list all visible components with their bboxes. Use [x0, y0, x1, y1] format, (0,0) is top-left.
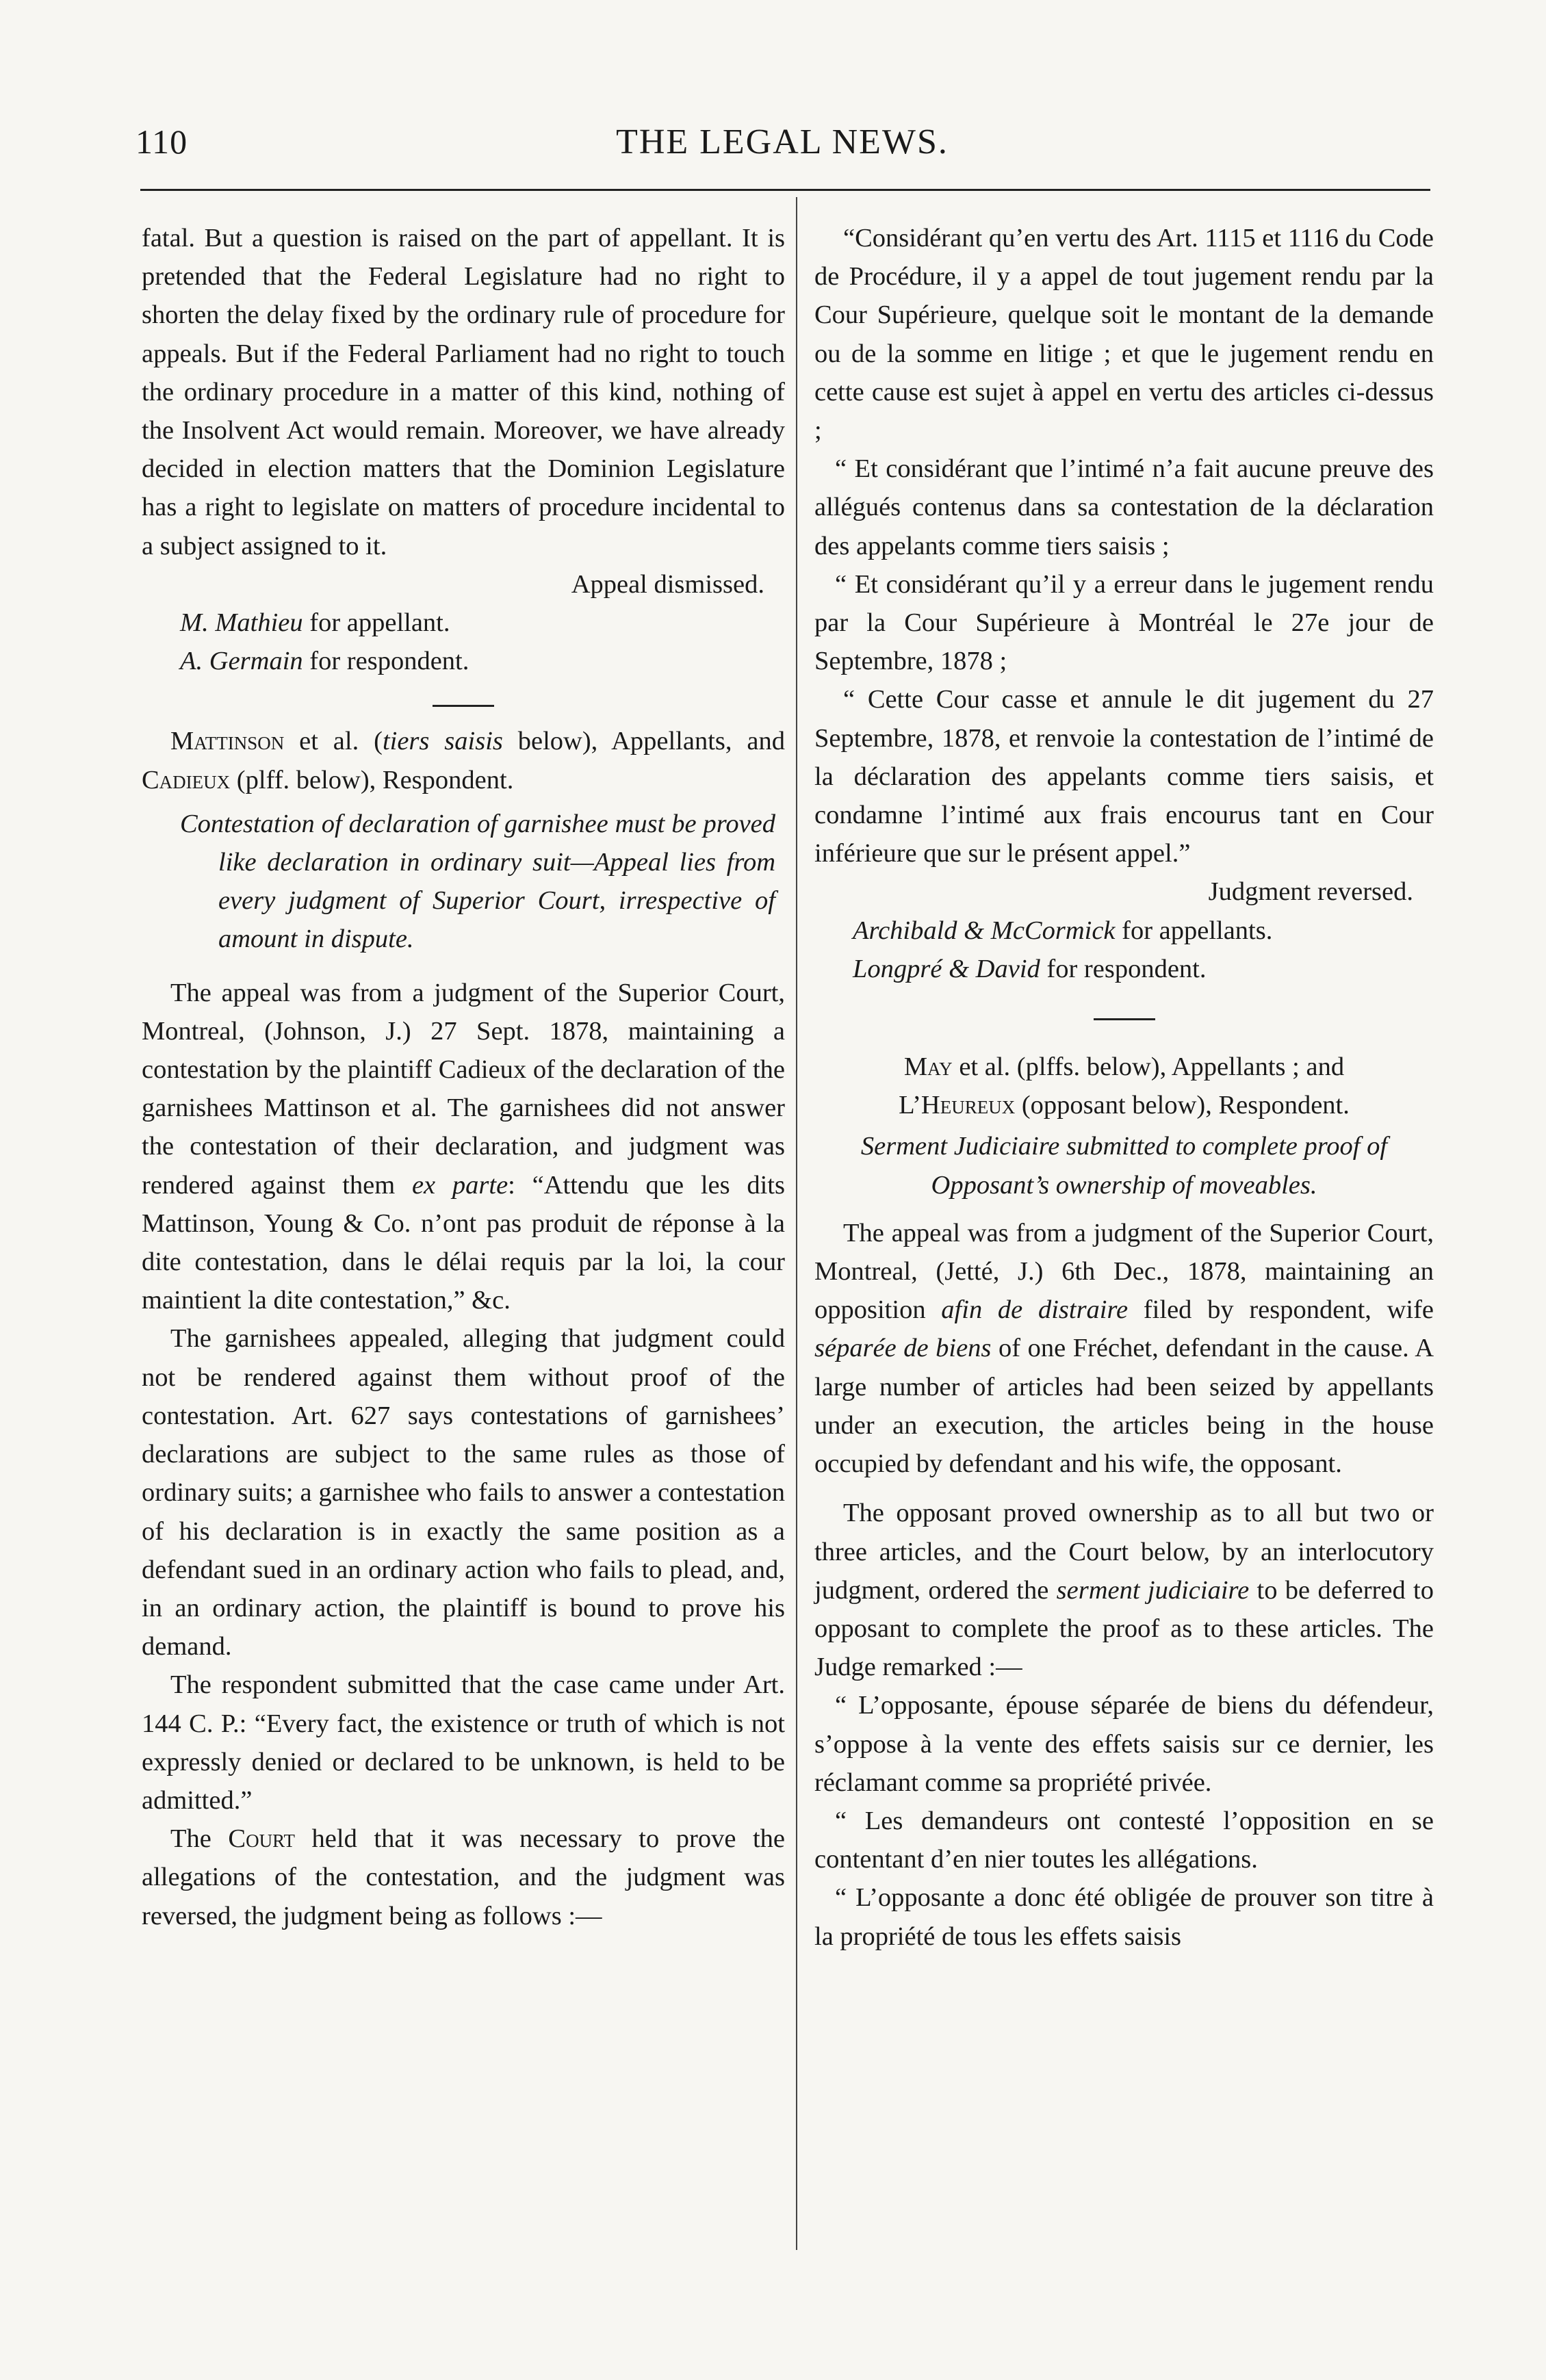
quotation: “ Et considérant qu’il y a erreur dans le jugement rendu par la Cour Supérieure à Montréal le 27e jour de Septembre, 1878 ;: [814, 569, 1434, 676]
paragraph: The appeal was from a judgment of the Superior Court, Montreal, (Jetté, J.) 6th Dec., 1878, maintaining an opposition afin de distraire filed by respondent, wife séparée de biens of one Fréchet, defendant in the cause. A large number of articles had been seized by appellants under an execution, the articles being in the house occupied by defendant and his wife, the opposant.: [814, 1218, 1434, 1479]
quotation: “ L’opposante, épouse séparée de biens du défendeur, s’oppose à la vente des effets saisis sur ce dernier, les réclamant comme sa propriété privée.: [814, 1691, 1434, 1797]
counsel-line: Archibald & McCormick for appellants.: [853, 916, 1273, 945]
section-separator: [433, 705, 494, 707]
section-separator: [1094, 1018, 1155, 1020]
right-column: [814, 219, 1434, 1956]
quotation: “ Et considérant que l’intimé n’a fait aucune preuve des allégués contenus dans sa contestation de la déclaration des appelants comme tiers saisis ;: [814, 454, 1434, 560]
paragraph: The garnishees appealed, alleging that judgment could not be rendered against them without proof of the contestation. Art. 627 says contestations of garnishees’ declarations are subject to the same rules as those of ordinary suits; a garnishee who fails to answer a contestation of his declaration is in exactly the same position as a defendant sued in an ordinary action who fails to plead, and, in an ordinary action, the plaintiff is bound to prove his demand.: [142, 1324, 785, 1661]
headnote: Contestation of declaration of garnishee must be proved like declaration in ordinary suit—Appeal lies from every judgment of Superior Court, irrespective of amount in dispute.: [180, 809, 775, 954]
quotation: “ Les demandeurs ont contesté l’opposition en se contentant d’en nier toutes les allégations.: [814, 1806, 1434, 1874]
left-column: [142, 219, 785, 1935]
counsel-line: Longpré & David for respondent.: [853, 954, 1207, 983]
counsel-line: M. Mathieu for appellant.: [180, 608, 450, 638]
paragraph: The respondent submitted that the case came under Art. 144 C. P.: “Every fact, the existence or truth of which is not expressly denied or declared to be unknown, is held to be admitted.”: [142, 1670, 785, 1815]
counsel-line: A. Germain for respondent.: [180, 647, 469, 676]
paragraph: The appeal was from a judgment of the Superior Court, Montreal, (Johnson, J.) 27 Sept. 1878, maintaining a contestation by the plaintiff Cadieux of the declaration of the garnishees Mattinson et al. The garnishees did not answer the contestation of their declaration, and judgment was rendered against them ex parte: “Attendu que les dits Mattinson, Young & Co. n’ont pas produit de réponse à la dite contestation, dans le délai requis par la loi, la cour maintient la dite contestation,” &c.: [142, 978, 785, 1315]
case-caption: May et al. (plffs. below), Appellants ; and L’Heureux (opposant below), Respondent.: [899, 1052, 1350, 1120]
header-rule: [140, 189, 1430, 191]
headnote: Serment Judiciaire submitted to complete proof of Opposant’s ownership of moveables.: [860, 1132, 1388, 1200]
paragraph: fatal. But a question is raised on the part of appellant. It is pretended that the Federal Legislature had no right to shorten the delay fixed by the ordinary rule of procedure for appeals. But if the Federal Parliament had no right to touch the ordinary procedure in a matter of this kind, nothing of the Insolvent Act would remain. Moreover, we have already decided in election matters that the Dominion Legislature has a right to legislate on matters of procedure incidental to a subject assigned to it.: [142, 224, 785, 560]
page-header: [136, 122, 1429, 170]
running-title: THE LEGAL NEWS.: [616, 122, 949, 161]
counsel-name: Archibald & McCormick: [853, 916, 1116, 945]
paragraph: The opposant proved ownership as to all but two or three articles, and the Court below, by an interlocutory judgment, ordered the serment judiciaire to be deferred to opposant to complete the proof as to these articles. The Judge remarked :—: [814, 1499, 1434, 1682]
quotation: “ L’opposante a donc été obligée de prouver son titre à la propriété de tous les effets saisis: [814, 1883, 1434, 1951]
counsel-name: Longpré & David: [853, 954, 1040, 983]
page-number: 110: [136, 122, 188, 161]
counsel-name: M. Mathieu: [180, 608, 303, 638]
paragraph: The Court held that it was necessary to prove the allegations of the contestation, and the judgment was reversed, the judgment being as follows :—: [142, 1824, 786, 1930]
disposition: Judgment reversed.: [1208, 877, 1413, 907]
quotation: “ Cette Cour casse et annule le dit jugement du 27 Septembre, 1878, et renvoie la contestation de l’intimé de la déclaration des appelants comme tiers saisis, et condamne l’intimé aux frais encourus tant en Cour inférieure que sur le présent appel.”: [814, 685, 1434, 868]
column-divider: [796, 197, 797, 2250]
quotation: “Considérant qu’en vertu des Art. 1115 et 1116 du Code de Procédure, il y a appel de tout jugement rendu par la Cour Supérieure, quelque soit le montant de la demande ou de la somme en litige ; et que le jugement rendu en cette cause est sujet à appel en vertu des articles ci-dessus ;: [814, 224, 1434, 445]
counsel-name: A. Germain: [180, 647, 303, 676]
case-caption: Mattinson et al. (tiers saisis below), Appellants, and Cadieux (plff. below), Respondent.: [142, 727, 785, 794]
disposition: Appeal dismissed.: [571, 569, 764, 599]
